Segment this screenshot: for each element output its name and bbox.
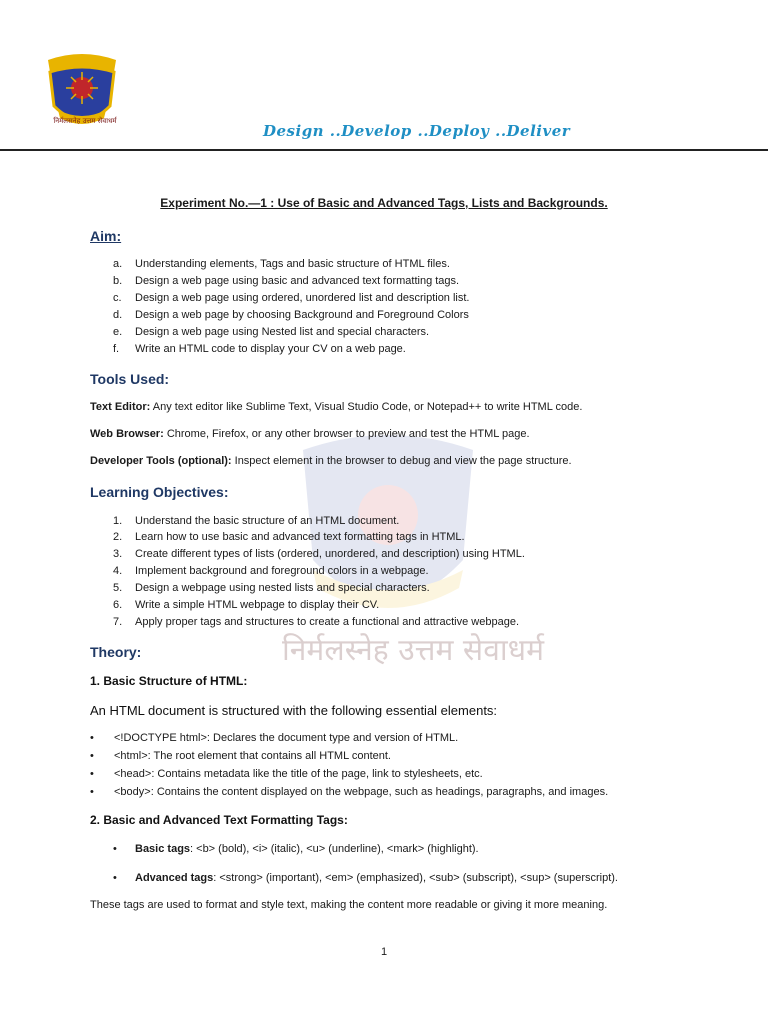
list-item: b. Design a web page using basic and advanced text formatting tags. [113,275,460,287]
logo-motto: निर्मलसनेह उत्तम सेवाधर्म [53,117,117,125]
experiment-title: Experiment No.—1 : Use of Basic and Advanced Tags, Lists and Backgrounds. [160,196,608,210]
list-item: • <!DOCTYPE html>: Declares the document type and version of HTML. [90,732,459,744]
list-item: 5. Design a webpage using nested lists and special characters. [113,582,430,594]
list-item: • Basic tags: <b> (bold), <i> (italic), <u> (underline), <mark> (highlight). [113,843,479,855]
list-item: a. Understanding elements, Tags and basic structure of HTML files. [113,258,450,270]
list-item: 6. Write a simple HTML webpage to display their CV. [113,599,380,611]
list-item: e. Design a web page using Nested list and special characters. [113,326,430,338]
list-item: 1. Understand the basic structure of an HTML document. [113,515,400,527]
section1-lead: An HTML document is structured with the following essential elements: [90,703,498,718]
closing-paragraph: These tags are used to format and style text, making the content more readable or giving it more meaning. [90,899,608,911]
header-tagline: Design ..Develop ..Deploy ..Deliver [263,122,571,140]
list-item: • <body>: Contains the content displayed on the webpage, such as headings, paragraphs, and images. [90,786,609,798]
list-item: • Advanced tags: <strong> (important), <em> (emphasized), <sub> (subscript), <sup> (superscript). [113,872,618,884]
tool-developer-tools: Developer Tools (optional): Inspect element in the browser to debug and view the page structure. [90,455,572,467]
list-item: d. Design a web page by choosing Background and Foreground Colors [113,309,469,321]
list-item: c. Design a web page using ordered, unordered list and description list. [113,292,470,304]
theory-heading: Theory: [90,644,142,660]
list-item: 4. Implement background and foreground colors in a webpage. [113,565,429,577]
list-item: f. Write an HTML code to display your CV on a web page. [113,343,406,355]
tools-heading: Tools Used: [90,371,170,387]
tool-web-browser: Web Browser: Chrome, Firefox, or any other browser to preview and test the HTML page. [90,428,530,440]
list-item: • <head>: Contains metadata like the title of the page, link to stylesheets, etc. [90,768,483,780]
objectives-heading: Learning Objectives: [90,484,229,500]
section2-heading: 2. Basic and Advanced Text Formatting Tags: [90,813,348,827]
list-item: 2. Learn how to use basic and advanced text formatting tags in HTML. [113,531,465,543]
list-item: • <html>: The root element that contains all HTML content. [90,750,391,762]
page-number: 1 [380,946,388,958]
tool-text-editor: Text Editor: Any text editor like Sublime Text, Visual Studio Code, or Notepad++ to write HTML code. [90,401,583,413]
list-item: 7. Apply proper tags and structures to create a functional and attractive webpage. [113,616,520,628]
header-divider [0,149,768,151]
aim-heading: Aim: [90,228,122,244]
watermark-motto: निर्मलस्नेह उत्तम सेवाधर्म [282,633,545,668]
list-item: 3. Create different types of lists (ordered, unordered, and description) using HTML. [113,548,525,560]
section1-heading: 1. Basic Structure of HTML: [90,674,248,688]
